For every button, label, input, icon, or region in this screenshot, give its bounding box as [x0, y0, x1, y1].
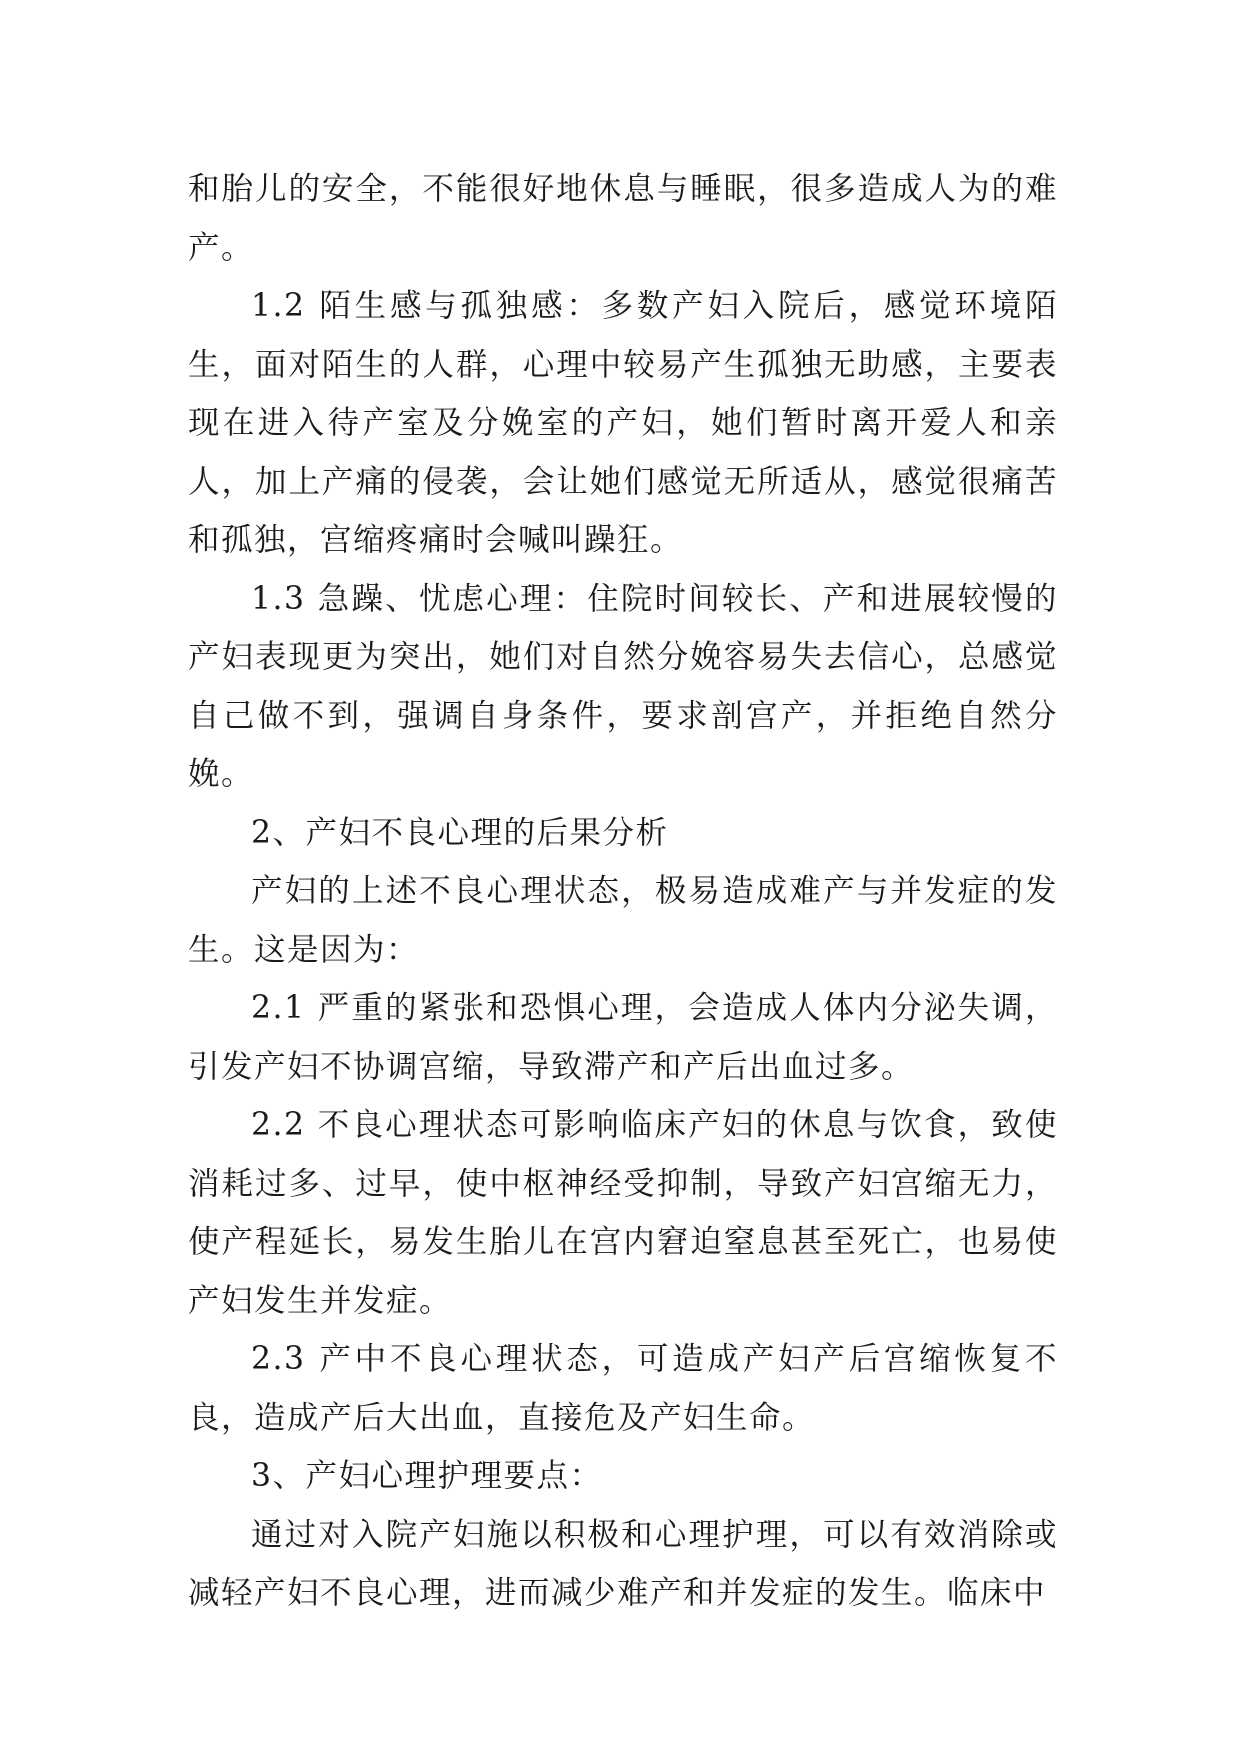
paragraph-section-2-2: 2.2 不良心理状态可影响临床产妇的休息与饮食，致使消耗过多、过早，使中枢神经受抑制，导致产妇宫缩无力，使产程延长，易发生胎儿在宫内窘迫窒息甚至死亡，也易使产妇发生并发症。	[188, 1107, 1058, 1319]
paragraph-section-2-1: 2.1 严重的紧张和恐惧心理，会造成人体内分泌失调，引发产妇不协调宫缩，导致滞产和产后出血过多。	[188, 990, 1058, 1085]
paragraph-section-2-intro: 产妇的上述不良心理状态，极易造成难产与并发症的发生。这是因为：	[188, 873, 1058, 968]
document-body	[188, 160, 1058, 1623]
heading-section-3: 3、产妇心理护理要点：	[251, 1458, 603, 1494]
paragraph-section-3-intro: 通过对入院产妇施以积极和心理护理，可以有效消除或减轻产妇不良心理，进而减少难产和并发症的发生。临床中	[188, 1516, 1058, 1611]
heading-section-2: 2、产妇不良心理的后果分析	[251, 814, 669, 851]
paragraph-continuation: 和胎儿的安全，不能很好地休息与睡眠，很多造成人为的难产。	[188, 171, 1058, 266]
paragraph-section-2-3: 2.3 产中不良心理状态，可造成产妇产后宫缩恢复不良，造成产后大出血，直接危及产妇生命。	[188, 1341, 1058, 1436]
paragraph-section-1-2: 1.2 陌生感与孤独感：多数产妇入院后，感觉环境陌生，面对陌生的人群，心理中较易产生孤独无助感，主要表现在进入待产室及分娩室的产妇，她们暂时离开爱人和亲人，加上产痛的侵袭，会让她们感觉无所适从，感觉很痛苦和孤独，宫缩疼痛时会喊叫躁狂。	[188, 288, 1058, 558]
paragraph-section-1-3: 1.3 急躁、忧虑心理：住院时间较长、产和进展较慢的产妇表现更为突出，她们对自然分娩容易失去信心，总感觉自己做不到，强调自身条件，要求剖宫产，并拒绝自然分娩。	[188, 580, 1058, 792]
